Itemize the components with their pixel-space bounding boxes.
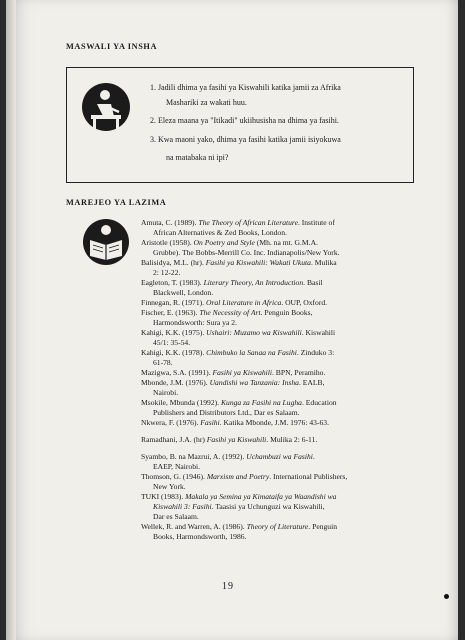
reference-author: Finnegan, R. (1971). — [141, 298, 206, 307]
reference-continuation: Kiswahili 3: Fasihi. Taasisi ya Uchunguzi wa Kiswahili, — [153, 502, 325, 511]
reference-title: Kunga za Fasihi na Lugha — [220, 398, 302, 407]
reference-list — [141, 218, 441, 542]
reference-publisher: . — [312, 452, 315, 461]
reference-entry — [141, 435, 441, 445]
question-text: Jadili dhima ya fasihi ya Kiswahili katika jamii za Afrika — [158, 83, 341, 92]
question-3-cont: na matabaka ni ipi? — [166, 153, 229, 162]
reference-entry — [141, 348, 441, 368]
question-1 — [150, 83, 341, 92]
reference-publisher: . Mulika 2: 6-11. — [266, 435, 318, 444]
reference-author: Ramadhani, J.A. (hr) — [141, 435, 207, 444]
reference-entry — [141, 308, 441, 328]
reference-entry — [141, 522, 441, 542]
reference-entry — [141, 418, 441, 428]
question-3 — [150, 135, 341, 144]
reference-author: Kahigi, K.K. (1975). — [141, 328, 207, 337]
reference-author: Balisidya, M.L. (hr). — [141, 258, 206, 267]
reference-publisher: . Basil — [303, 278, 323, 287]
person-writing-icon — [81, 82, 131, 140]
reference-title: Theory of Literature — [246, 522, 309, 531]
reference-continuation: Publishers and Distributors Ltd., Dar es Salaam. — [153, 408, 300, 417]
reference-entry — [141, 368, 441, 378]
reference-title: Marxism and Poetry — [206, 472, 270, 481]
reference-continuation: Harmondsworth: Sura ya 2. — [153, 318, 237, 327]
reference-author: Nkwera, F. (1976). — [141, 418, 201, 427]
reference-title: The Theory of African Literature — [198, 218, 298, 227]
reference-author: Mbonde, J.M. (1976). — [141, 378, 210, 387]
question-2 — [150, 116, 339, 125]
reference-title: Chimbuko la Sanaa na Fasihi — [206, 348, 297, 357]
reference-title: Uandishi wa Tanzania: Insha — [209, 378, 299, 387]
reference-author: Fischer, E. (1963). — [141, 308, 200, 317]
reference-title: Fasihi — [200, 418, 220, 427]
reference-entry — [141, 258, 441, 278]
reference-author: Thomson, G. (1946). — [141, 472, 207, 481]
reference-continuation: 45/1: 35-54. — [153, 338, 191, 347]
entry-gap — [141, 428, 441, 435]
entry-gap — [141, 445, 441, 452]
question-text: Eleza maana ya "Itikadi" ukiihusisha na dhima ya fasihi. — [158, 116, 339, 125]
reference-author: Wellek, R. and Warren, A. (1986). — [141, 522, 247, 531]
question-1-cont: Mashariki za wakati huu. — [166, 98, 247, 107]
open-book-reader-icon — [82, 218, 130, 266]
reference-continuation: Books, Harmondsworth, 1986. — [153, 532, 247, 541]
reference-continuation: EAEP, Nairobi. — [153, 462, 201, 471]
reference-continuation: New York. — [153, 482, 186, 491]
reference-author: Amuta, C. (1989). — [141, 218, 199, 227]
reference-publisher: . Institute of — [297, 218, 335, 227]
reference-author: Msokile, Mbunda (1992). — [141, 398, 221, 407]
question-number: 1. — [150, 83, 156, 92]
reference-publisher: . Kiswahili — [301, 328, 336, 337]
reference-title: Makala ya Semina ya Kimataifa ya Waandishi wa — [185, 492, 337, 501]
reference-author: Aristotle (1958). — [141, 238, 194, 247]
reference-title: The Necessity of Art — [199, 308, 261, 317]
reference-publisher: . Katika Mbonde, J.M. 1976: 43-63. — [219, 418, 329, 427]
reference-continuation: Blackwell, London. — [153, 288, 214, 297]
reference-entry — [141, 492, 441, 522]
reference-title: Fasihi ya Kiswahili — [212, 368, 272, 377]
reference-publisher: . Mulika — [310, 258, 337, 267]
book-page — [6, 0, 458, 640]
question-text: Kwa maoni yako, dhima ya fasihi katika jamii isiyokuwa — [158, 135, 341, 144]
reference-entry — [141, 378, 441, 398]
reference-publisher: . Education — [301, 398, 337, 407]
reference-title: Fasihi ya Kiswahili: Wakati Ukuta — [205, 258, 311, 267]
ink-dot — [444, 594, 449, 599]
reference-publisher: . Zinduko 3: — [296, 348, 335, 357]
references-heading: MAREJEO YA LAZIMA — [66, 198, 167, 207]
page-number: 19 — [222, 581, 234, 592]
reference-title: Fasihi ya Kiswahili — [206, 435, 267, 444]
question-number: 2. — [150, 116, 156, 125]
reference-entry — [141, 472, 441, 492]
reference-author: Eagleton, T. (1983). — [141, 278, 204, 287]
reference-entry — [141, 398, 441, 418]
reference-publisher: . Penguin Books, — [260, 308, 313, 317]
reference-entry — [141, 218, 441, 238]
reference-publisher: . BPN, Peramiho. — [272, 368, 326, 377]
reference-entry — [141, 328, 441, 348]
reference-continuation: 2: 12-22. — [153, 268, 181, 277]
reference-continuation: African Alternatives & Zed Books, London. — [153, 228, 287, 237]
reference-entry — [141, 278, 441, 298]
reference-title: Oral Literature in Africa — [205, 298, 282, 307]
reference-title: Ushairi: Muzamo wa Kiswahili — [206, 328, 302, 337]
reference-author: Kahigi, K.K. (1978). — [141, 348, 207, 357]
reference-publisher: (Mh. na mt. G.M.A. — [254, 238, 318, 247]
reference-title: Uchambuzi wa Fasihi — [246, 452, 313, 461]
reference-publisher: . Penguin — [308, 522, 337, 531]
reference-continuation: Nairobi. — [153, 388, 179, 397]
reference-author: Mazigwa, S.A. (1991). — [141, 368, 213, 377]
reference-title: Literary Theory, An Introduction — [203, 278, 304, 287]
reference-author: TUKI (1983). — [141, 492, 186, 501]
page-spine-shadow — [6, 0, 16, 640]
reference-publisher: . OUP, Oxford. — [281, 298, 328, 307]
reference-entry — [141, 452, 441, 472]
question-number: 3. — [150, 135, 156, 144]
exercise-heading: MASWALI YA INSHA — [66, 42, 158, 51]
reference-continuation: Dar es Salaam. — [153, 512, 199, 521]
reference-publisher: . International Publishers, — [269, 472, 348, 481]
reference-continuation: 61-78. — [153, 358, 173, 367]
reference-publisher: . EALB, — [298, 378, 325, 387]
reference-entry — [141, 298, 441, 308]
reference-entry — [141, 238, 441, 258]
reference-author: Syambo, B. na Mazrui, A. (1992). — [141, 452, 247, 461]
reference-continuation: Grubbe). The Bobbs-Merrill Co. Inc. Indianapolis/New York. — [153, 248, 340, 257]
reference-title: On Poetry and Style — [193, 238, 255, 247]
